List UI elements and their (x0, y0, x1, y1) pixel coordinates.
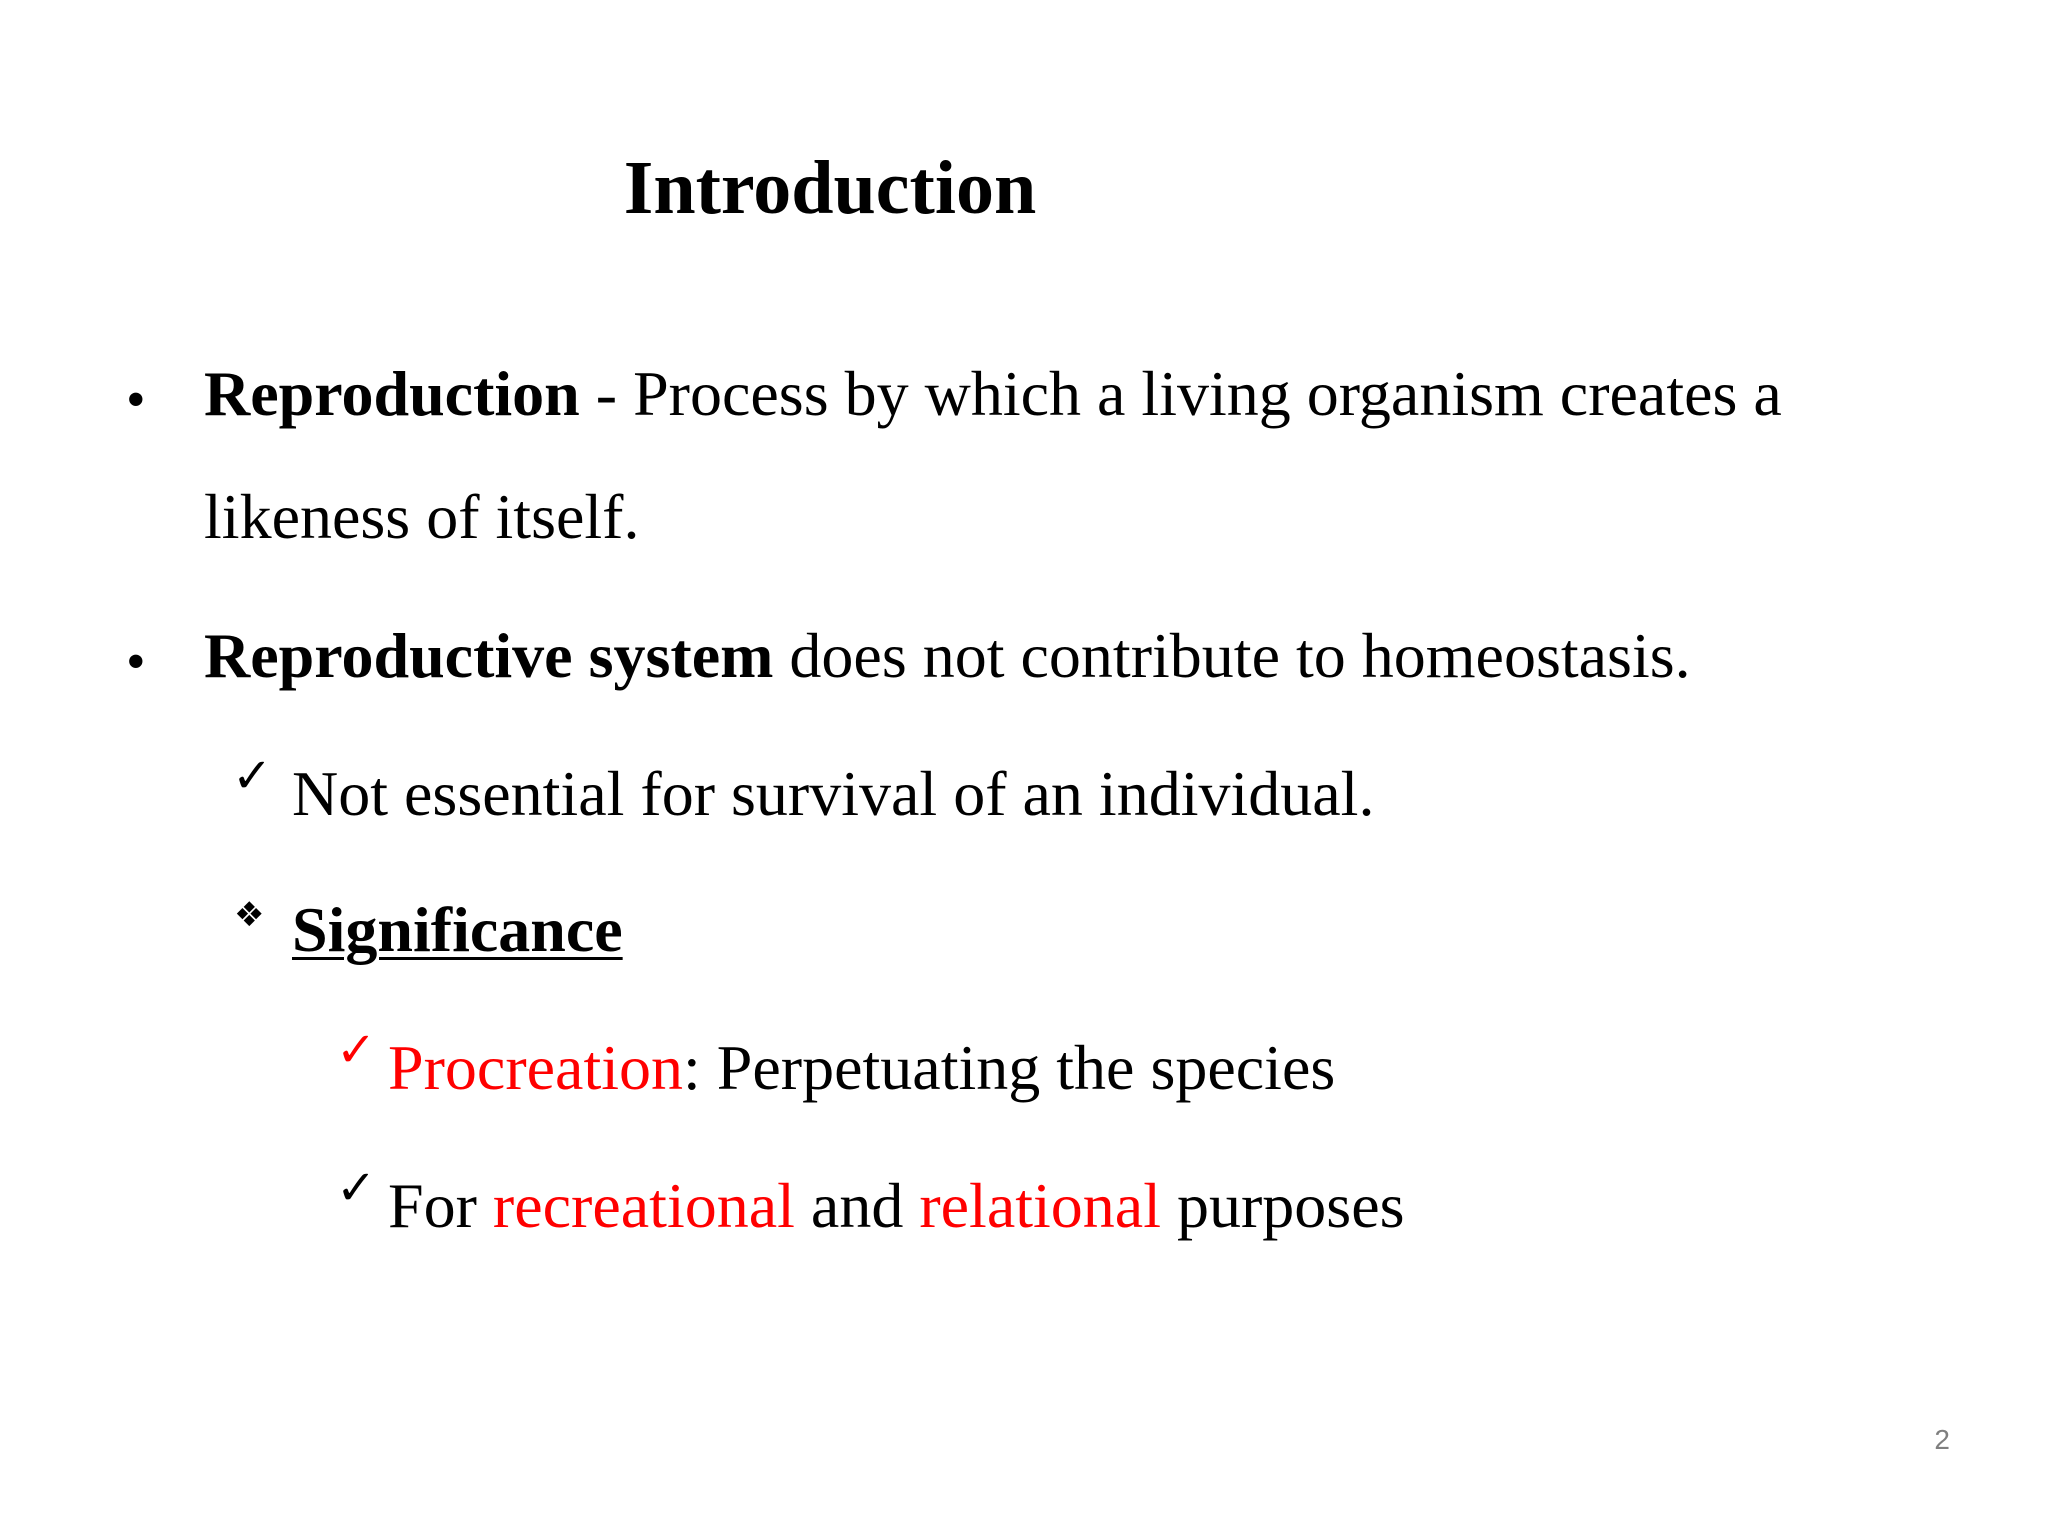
highlight-recreational: recreational (492, 1170, 795, 1241)
reproduction-definition-part1: - Process by which a living organism creates a (579, 358, 1782, 429)
page-number: 2 (1934, 1424, 1950, 1455)
purposes-middle: and (794, 1170, 920, 1241)
bullet-dot-icon: • (126, 369, 146, 431)
bullet-dot-icon: • (126, 631, 146, 693)
term-reproduction: Reproduction (204, 358, 580, 429)
bullet-reproduction-line1 (204, 358, 1782, 429)
sub-point-not-essential: Not essential for survival of an individual. (292, 758, 1375, 829)
purposes-prefix: For (388, 1170, 493, 1241)
procreation-rest: : Perpetuating the species (683, 1032, 1336, 1103)
checkmark-icon: ✓ (232, 748, 273, 804)
purposes-suffix: purposes (1160, 1170, 1405, 1241)
checkmark-icon: ✓ (336, 1160, 377, 1216)
reproductive-system-rest: does not contribute to homeostasis. (773, 620, 1691, 691)
highlight-procreation: Procreation (388, 1032, 683, 1103)
checkmark-icon: ✓ (336, 1022, 377, 1078)
highlight-relational: relational (919, 1170, 1161, 1241)
four-diamond-icon: ❖ (234, 895, 265, 935)
significance-item-purposes (388, 1170, 1405, 1241)
significance-heading: Significance (292, 894, 623, 965)
reproduction-definition-part2: likeness of itself. (204, 481, 640, 552)
term-reproductive-system: Reproductive system (204, 620, 774, 691)
significance-item-procreation (388, 1032, 1336, 1103)
slide-title: Introduction (623, 146, 1037, 230)
bullet-reproductive-system (204, 620, 1691, 691)
